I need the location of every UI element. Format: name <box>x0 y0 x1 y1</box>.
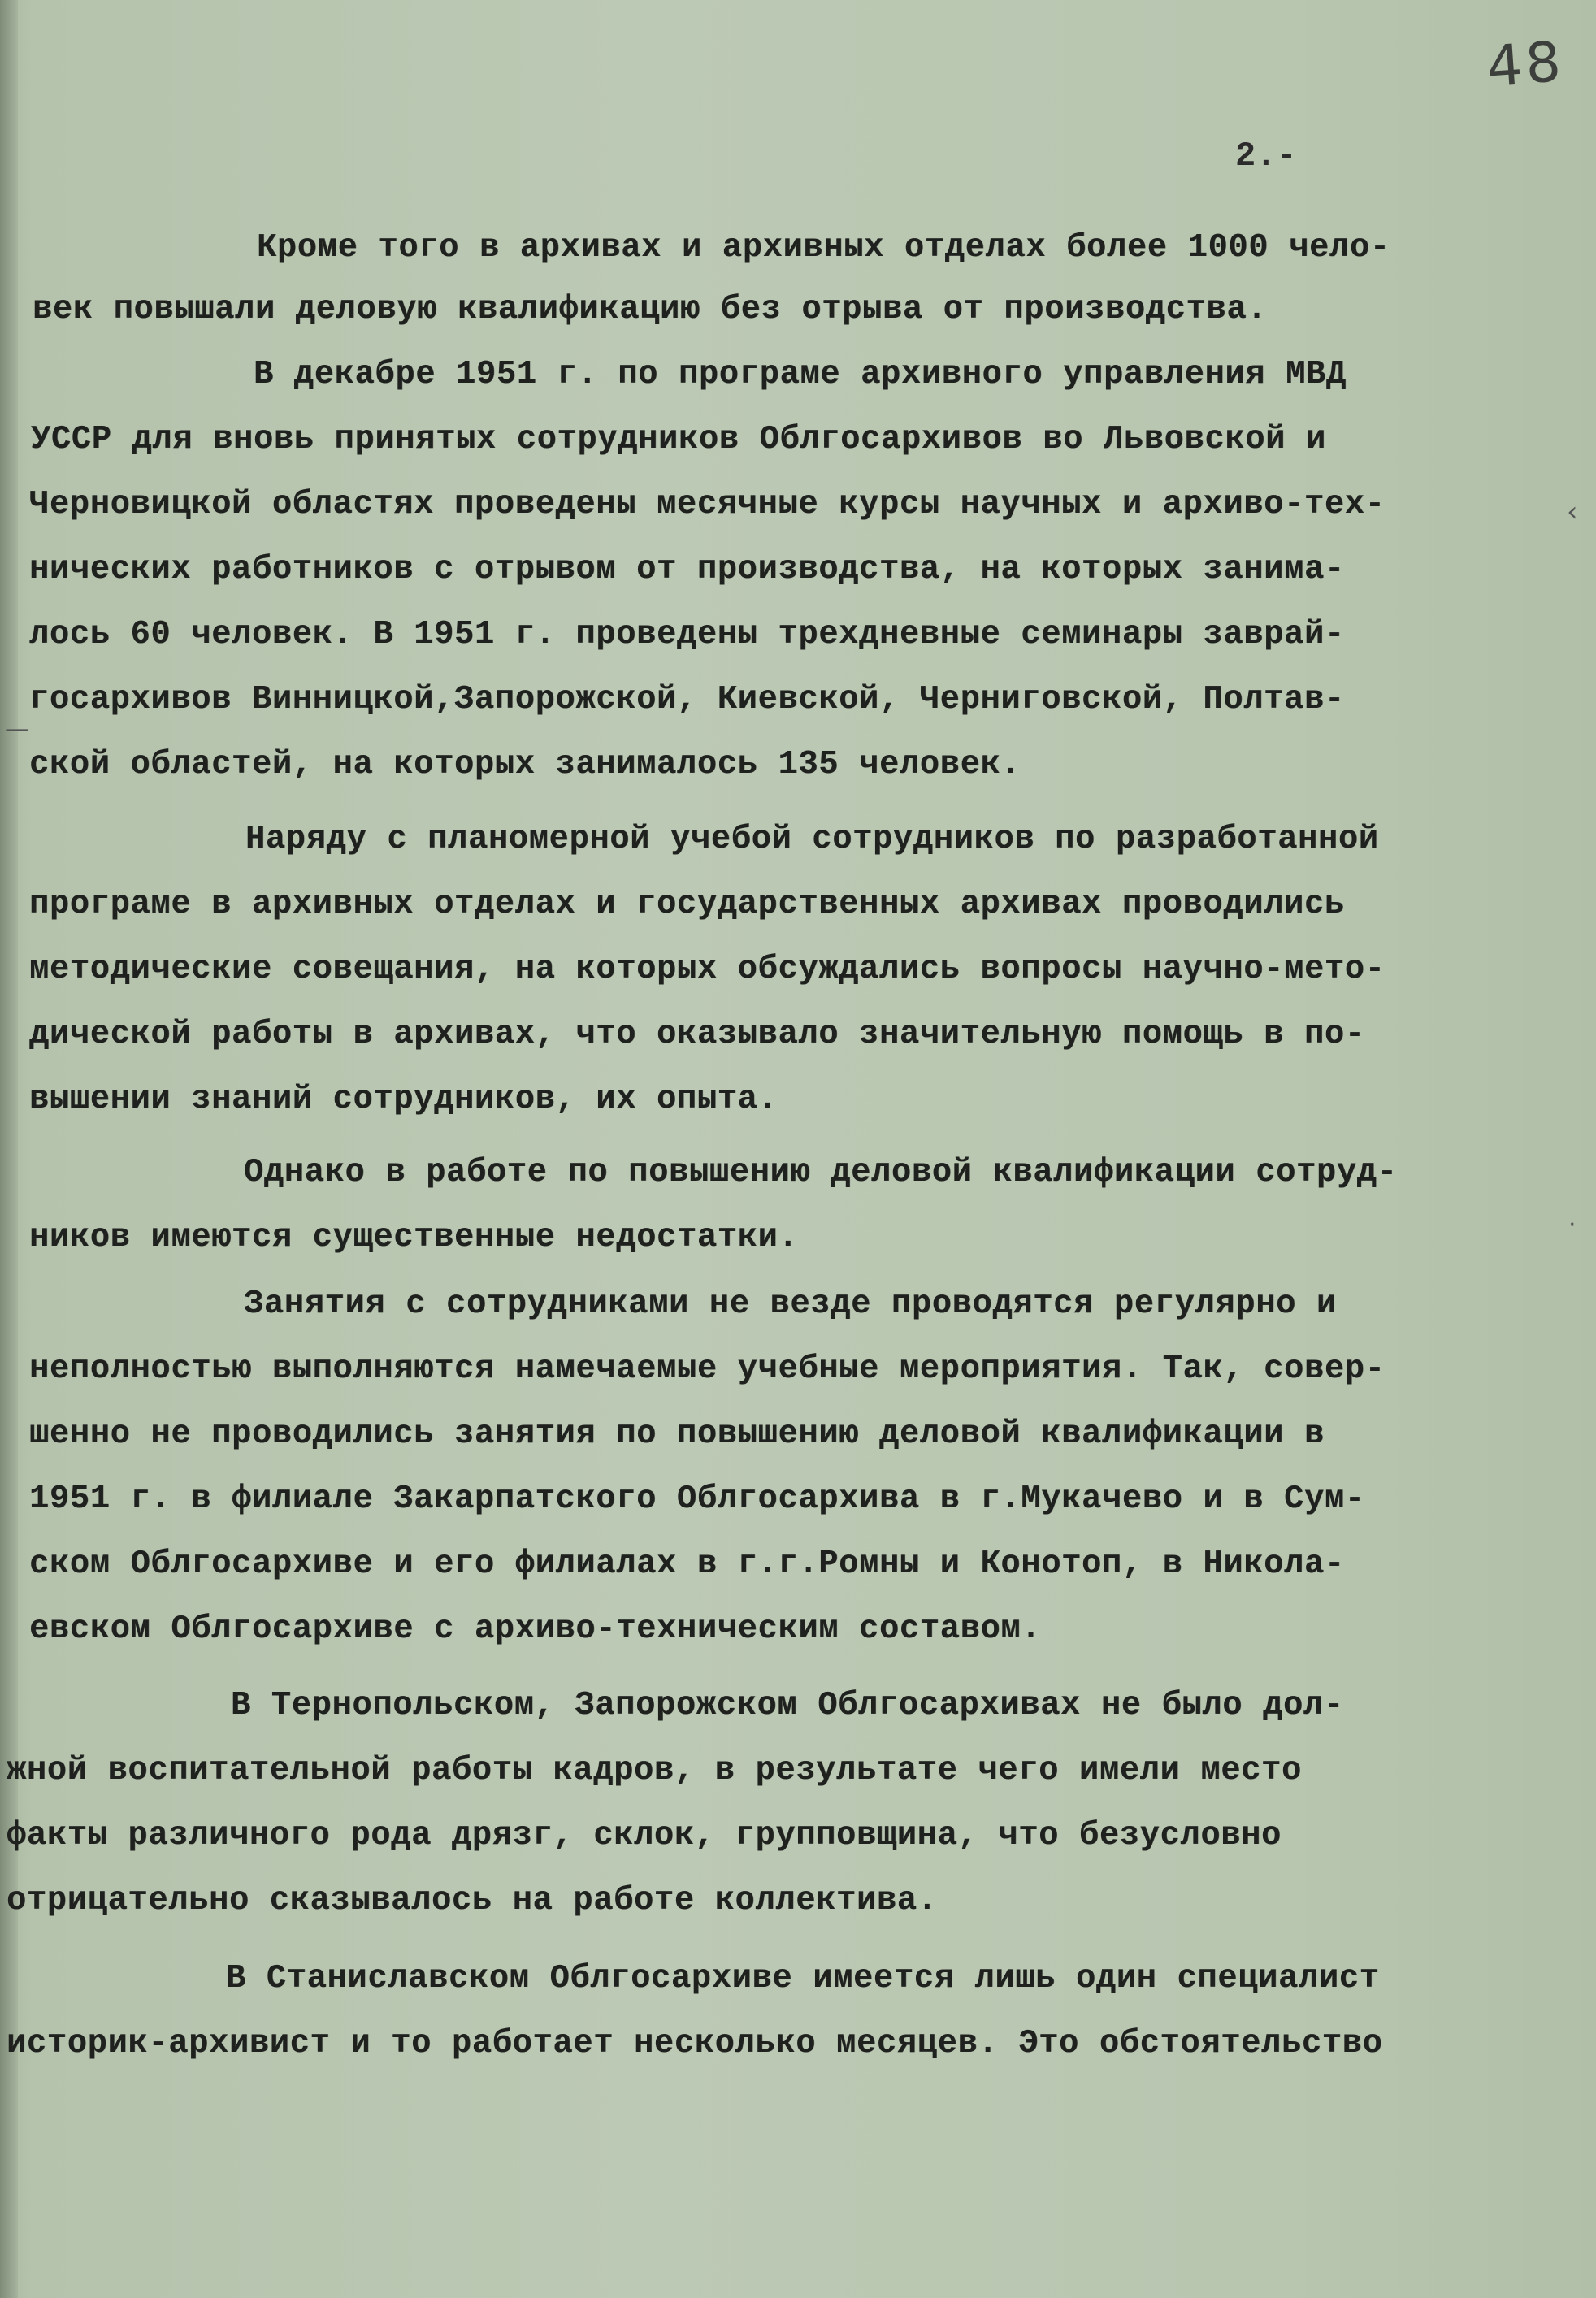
text-line: отрицательно сказывалось на работе коллектива. <box>7 1882 938 1919</box>
text-line: неполностью выполняются намечаемые учебные мероприятия. Так, совер- <box>29 1351 1386 1388</box>
text-line: В Тернопольском, Запорожском Облгосархивах не было дол- <box>231 1687 1344 1724</box>
margin-tick-mark: ‹ <box>1567 496 1578 528</box>
text-line: В Станиславском Облгосархиве имеется лишь один специалист <box>226 1960 1380 1997</box>
text-line: историк-архивист и то работает несколько месяцев. Это обстоятельство <box>7 2025 1383 2062</box>
text-line: Кроме того в архивах и архивных отделах более 1000 чело- <box>257 229 1390 267</box>
text-line: Черновицкой областях проведены месячные курсы научных и архиво-тех- <box>29 486 1386 523</box>
text-line: УССР для вновь принятых сотрудников Облгосархивов во Львовской и <box>31 421 1326 458</box>
text-line: методические совещания, на которых обсуждались вопросы научно-мето- <box>29 951 1386 988</box>
text-line: век повышали деловую квалификацию без отрыва от производства. <box>33 291 1268 328</box>
text-line: госархивов Винницкой,Запорожской, Киевской, Черниговской, Полтав- <box>29 681 1345 718</box>
text-line: жной воспитательной работы кадров, в результате чего имели место <box>7 1752 1302 1789</box>
text-line: ском Облгосархиве и его филиалах в г.г.Ромны и Конотоп, в Никола- <box>29 1546 1345 1583</box>
text-line: евском Облгосархиве с архиво-техническим составом. <box>29 1611 1042 1648</box>
text-line: ской областей, на которых занималось 135 человек. <box>29 746 1021 783</box>
text-line: шенно не проводились занятия по повышению деловой квалификации в <box>29 1416 1325 1453</box>
margin-tick-mark: · <box>1568 1211 1576 1239</box>
text-line: Занятия с сотрудниками не везде проводятся регулярно и <box>244 1286 1337 1323</box>
text-line: 1951 г. в филиале Закарпатского Облгосархива в г.Мукачево и в Сум- <box>29 1481 1365 1518</box>
text-line: дической работы в архивах, что оказывало значительную помощь в по- <box>29 1016 1365 1053</box>
text-line: Однако в работе по повышению деловой квалификации сотруд- <box>244 1154 1398 1191</box>
text-line: ников имеются существенные недостатки. <box>29 1219 799 1256</box>
text-line: факты различного рода дрязг, склок, групповщина, что безусловно <box>7 1817 1282 1854</box>
handwritten-folio-number: 48 <box>1485 29 1567 100</box>
text-line: нических работников с отрывом от производства, на которых занима- <box>29 551 1345 588</box>
page-number: 2.- <box>1235 137 1297 176</box>
text-line: вышении знаний сотрудников, их опыта. <box>29 1081 778 1118</box>
text-line: лось 60 человек. В 1951 г. проведены трехдневные семинары заврай- <box>29 616 1345 653</box>
text-line: програме в архивных отделах и государственных архивах проводились <box>29 886 1345 923</box>
text-line: В декабре 1951 г. по програме архивного управления МВД <box>254 356 1347 393</box>
margin-tick-mark: — <box>5 715 29 744</box>
text-line: Наряду с планомерной учебой сотрудников по разработанной <box>245 821 1379 858</box>
